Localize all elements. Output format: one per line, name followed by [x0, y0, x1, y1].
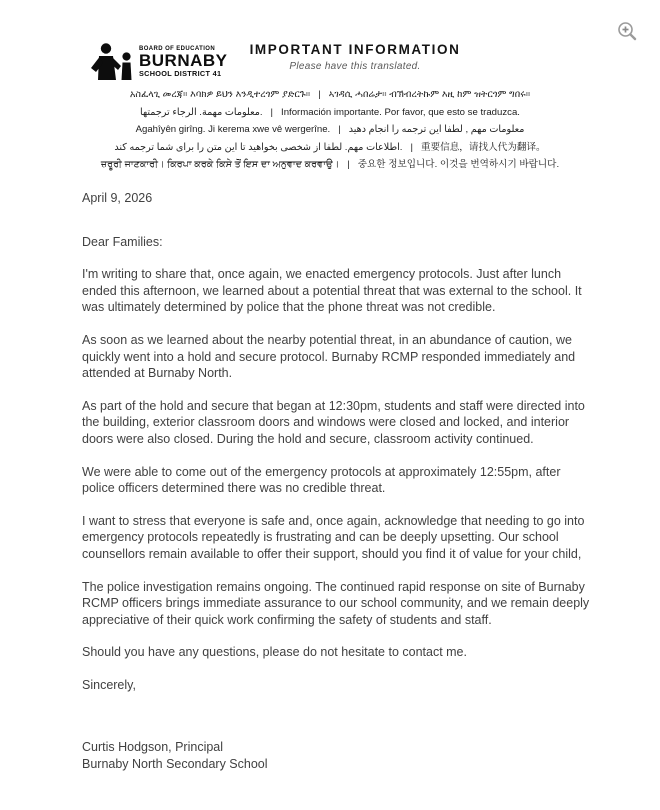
translation-notice-block — [0, 86, 660, 174]
translation-line-punjabi-korean: ਜ਼ਰੂਰੀ ਜਾਣਕਾਰੀ। ਕਿਰਪਾ ਕਰਕੇ ਕਿਸੇ ਤੋਂ ਇਸ ਦਾ ਅਨੁਵਾਦ ਕਰਵਾਉ। | 중요한 정보입니다. 이것을 번역하시기 바랍니다. — [100, 159, 560, 171]
document-title: IMPORTANT INFORMATION — [249, 42, 461, 57]
translation-line-farsi-chinese: اطلاعات مهم. لطفا از شخصی بخواهید تا این متن را برای شما ترجمه کند. | 重要信息，请找人代为翻译。 — [114, 141, 546, 153]
document-subtitle: Please have this translated. — [289, 61, 421, 72]
letter-body — [82, 190, 590, 773]
letter-paragraph: As part of the hold and secure that began at 12:30pm, students and staff were directed into the building, exterior classroom doors and windows were closed and locked, and interior doors were also closed. During the hold and secure, classroom activity continued. — [82, 398, 585, 446]
logo-district-sub-label: SCHOOL DISTRICT 41 — [139, 69, 222, 78]
letter-paragraph: The police investigation remains ongoing. The continued rapid response on site of Burnaby RCMP officers brings immediate assurance to our school community, and we remain deeply appreciative of their quick work confirming the safety of students and staff. — [82, 579, 590, 627]
logo-district-label: BURNABY — [139, 51, 228, 70]
adult-child-figures-icon — [90, 42, 134, 82]
signature-name: Curtis Hodgson, Principal — [82, 740, 224, 755]
zoom-in-icon[interactable] — [616, 20, 638, 42]
logo-board-label: BOARD OF EDUCATION — [139, 46, 216, 52]
translation-line-kurdish-farsi: Agahîyên girîng. Ji kerema xwe vê wergerîne. | معلومات مهم , لطفا این ترجمه را انجام دهید — [135, 124, 525, 136]
letter-paragraph: I'm writing to share that, once again, we enacted emergency protocols. Just after lunch ended this afternoon, we learned about a potential threat that was external to the school. It was ultimately determined by police that the phone threat was not credible. — [82, 267, 582, 315]
signature-block — [82, 739, 590, 772]
letter-paragraph: We were able to come out of the emergency protocols at approximately 12:55pm, after police officers determined there was no credible threat. — [82, 464, 561, 496]
letter-paragraph: Should you have any questions, please do not hesitate to contact me. — [82, 645, 467, 660]
document-header — [250, 42, 461, 72]
letter-paragraph: As soon as we learned about the nearby potential threat, in an abundance of caution, we quickly went into a hold and secure protocol. Burnaby RCMP responded immediately and attended at Burnaby North. — [82, 332, 576, 381]
magnifier-plus-glyph — [616, 20, 638, 42]
letter-salutation: Dear Families: — [82, 234, 163, 249]
district-logo — [90, 42, 228, 82]
translation-line-arabic-spanish: معلومات مهمة. الرجاء ترجمتها. | Información importante. Por favor, que esto se traduzca. — [140, 106, 520, 118]
letter-paragraph: I want to stress that everyone is safe and, once again, acknowledge that needing to go into emergency protocols repeatedly is frustrating and can be deeply upsetting. Our school counsellors remain available to offer their support, should you find it of value for your child, — [82, 513, 585, 561]
letter-date: April 9, 2026 — [82, 191, 153, 205]
signature-school: Burnaby North Secondary School — [82, 757, 268, 772]
letter-closing: Sincerely, — [82, 677, 136, 692]
translation-line-amharic-tigrinya: አስፈላጊ መረጃ። እባክዎ ይህን እንዲተረጎም ያድርጉ። | ኣገዳሲ ሓበሬታ። ብኽብረትኩም እዚ ከም ዝትርጎም ግበሩ። — [129, 89, 531, 100]
district-logo-text — [139, 46, 228, 78]
